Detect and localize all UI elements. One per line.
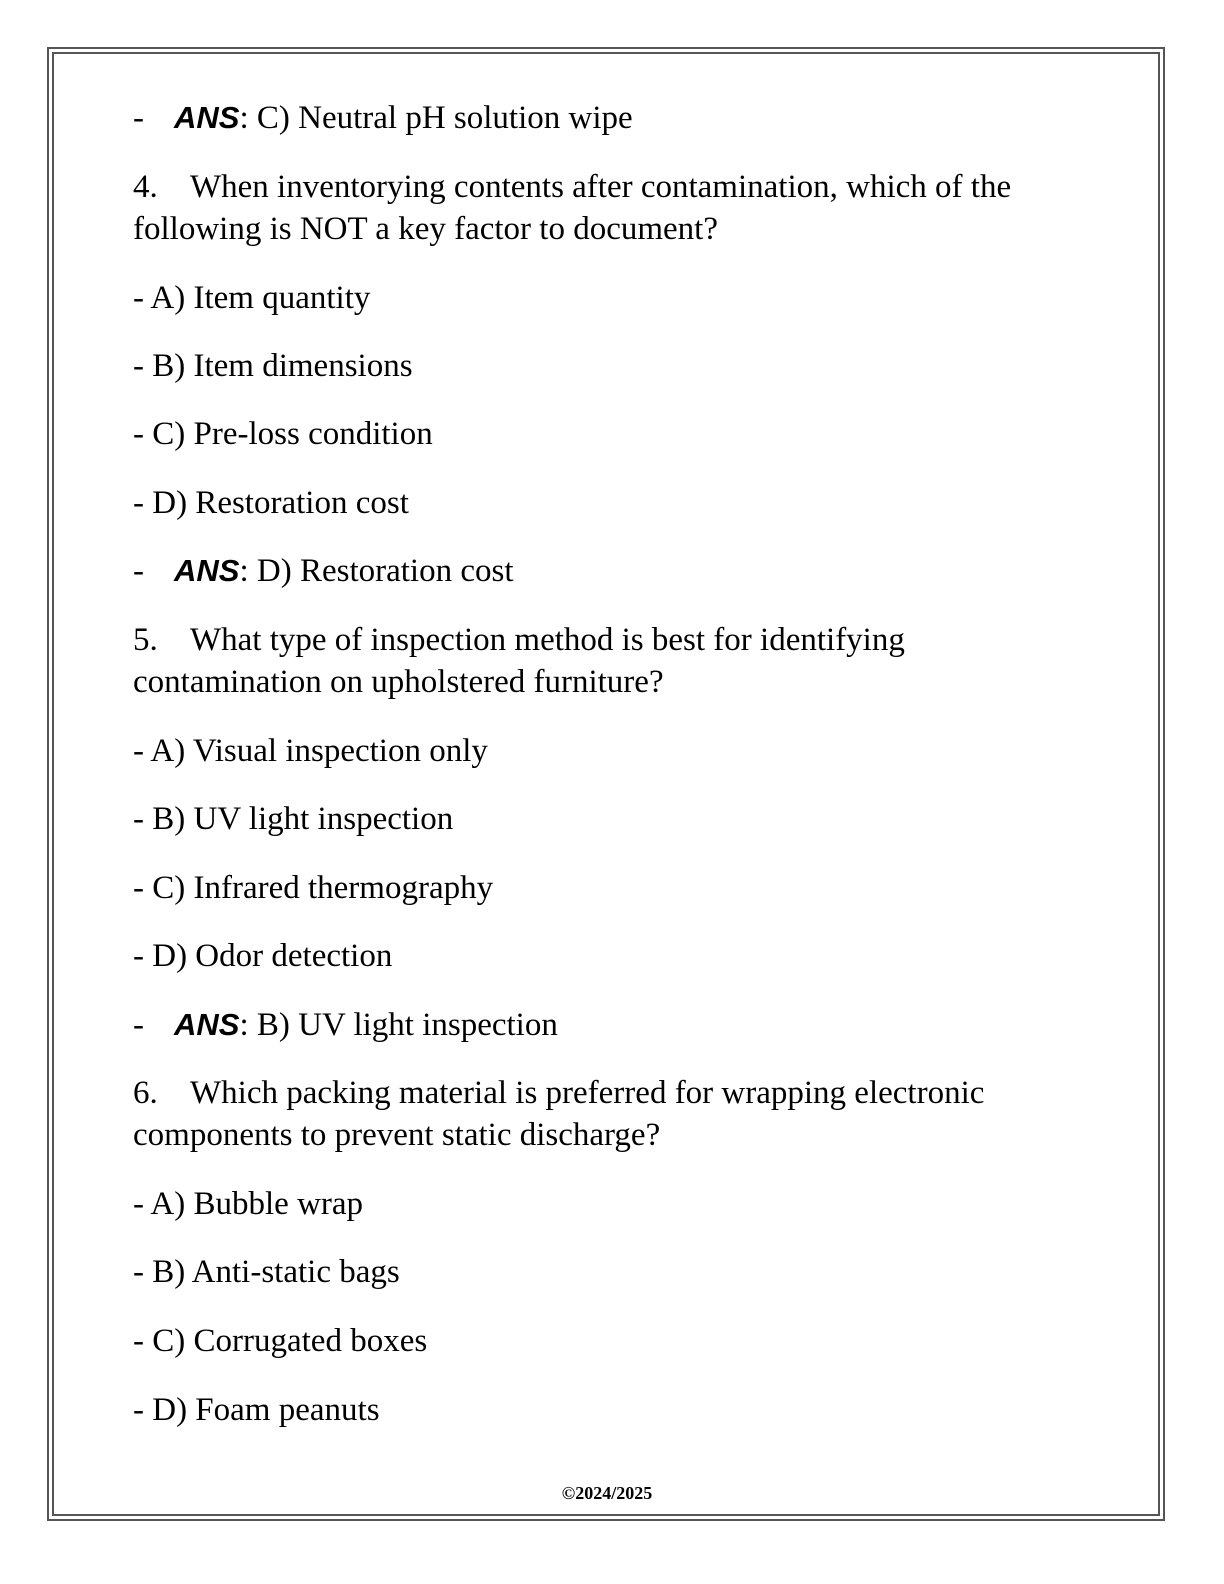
option-item: - B) Item dimensions <box>133 348 413 384</box>
question-line <box>133 166 1011 208</box>
answer-label: ANS <box>174 553 240 588</box>
answer-dash: - <box>133 1007 144 1043</box>
answer-line <box>133 550 514 592</box>
answer-label: ANS <box>174 100 240 135</box>
question-text: When inventorying contents after contamination, which of the <box>190 169 1012 205</box>
question-text: components to prevent static discharge? <box>133 1117 661 1153</box>
option-item: - C) Pre-loss condition <box>133 416 433 452</box>
option-item: - C) Corrugated boxes <box>133 1323 428 1359</box>
option-item: - A) Visual inspection only <box>133 733 488 769</box>
answer-dash: - <box>133 553 144 589</box>
option-item: - A) Bubble wrap <box>133 1186 364 1222</box>
answer-line <box>133 97 633 139</box>
question-number: 6. <box>133 1075 158 1111</box>
option-item: - D) Odor detection <box>133 938 393 974</box>
question-number: 5. <box>133 622 158 658</box>
question-line <box>133 1072 984 1114</box>
copyright-footer: ©2024/2025 <box>561 1483 653 1503</box>
question-line-continued <box>133 208 718 250</box>
question-line-continued <box>133 1114 660 1156</box>
answer-text: : B) UV light inspection <box>239 1007 558 1043</box>
answer-dash: - <box>133 100 144 136</box>
answer-text: : C) Neutral pH solution wipe <box>239 100 633 136</box>
option-item: - B) UV light inspection <box>133 801 454 837</box>
question-line-continued <box>133 661 664 703</box>
answer-label: ANS <box>174 1007 240 1042</box>
question-line <box>133 619 905 661</box>
page-border-inner <box>52 52 1160 1516</box>
option-item: - D) Restoration cost <box>133 485 409 521</box>
option-item: - D) Foam peanuts <box>133 1392 380 1428</box>
question-text: What type of inspection method is best for identifying <box>190 622 905 658</box>
option-item: - C) Infrared thermography <box>133 870 494 906</box>
question-text: following is NOT a key factor to document? <box>133 211 718 247</box>
answer-text: : D) Restoration cost <box>239 553 514 589</box>
answer-line <box>133 1004 558 1046</box>
question-number: 4. <box>133 169 158 205</box>
option-item: - B) Anti-static bags <box>133 1254 400 1290</box>
question-text: contamination on upholstered furniture? <box>133 664 664 700</box>
option-item: - A) Item quantity <box>133 280 371 316</box>
question-text: Which packing material is preferred for wrapping electronic <box>190 1075 985 1111</box>
